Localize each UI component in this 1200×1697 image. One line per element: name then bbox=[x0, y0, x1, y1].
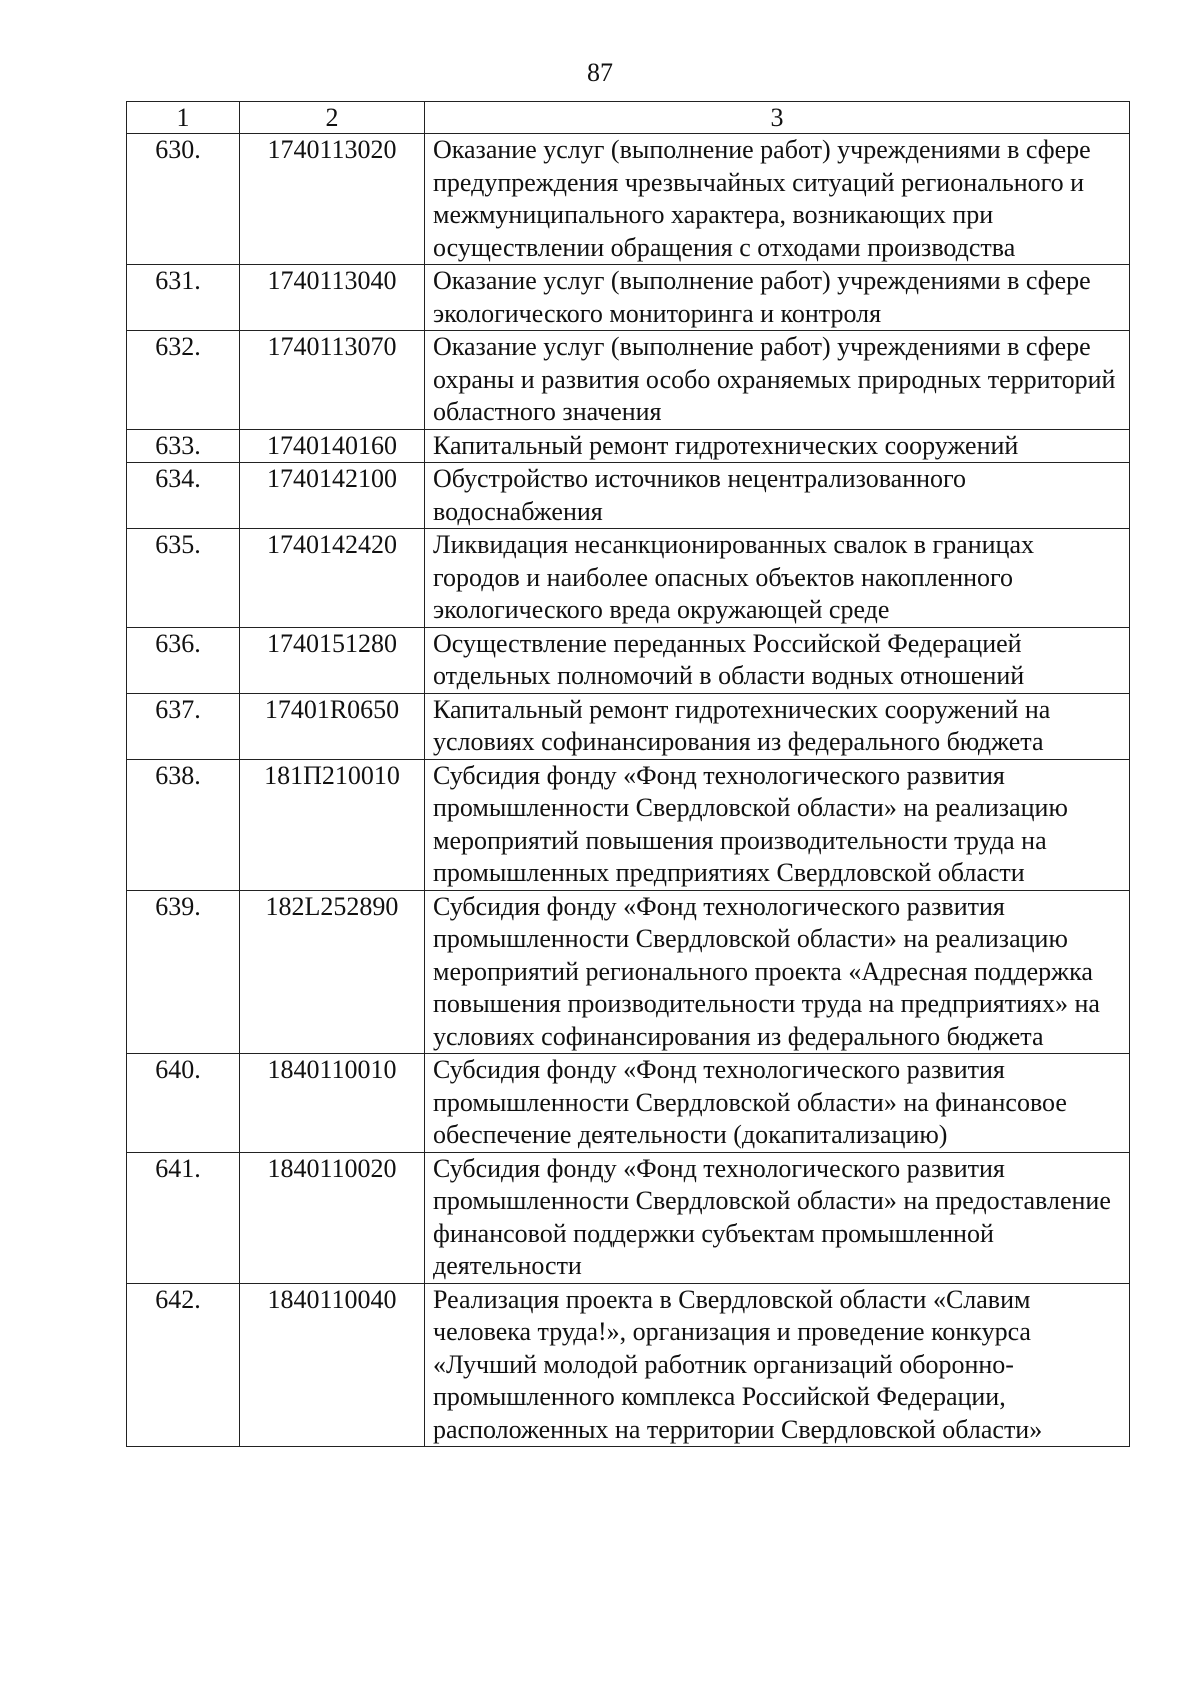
table-row bbox=[127, 1283, 1130, 1447]
row-code: 1740113020 bbox=[240, 134, 425, 265]
row-code: 1840110040 bbox=[240, 1283, 425, 1447]
row-number: 633. bbox=[127, 429, 240, 463]
table-row bbox=[127, 627, 1130, 693]
table-header-row bbox=[127, 102, 1130, 134]
row-description: Субсидия фонду «Фонд технологического развития промышленности Свердловской области» на реализацию мероприятий регионального проекта «Адресная поддержка повышения производительности труда на предприятиях» на условиях софинансирования из федерального бюджета bbox=[425, 890, 1130, 1054]
row-description: Оказание услуг (выполнение работ) учреждениями в сфере предупреждения чрезвычайных ситуаций регионального и межмуниципального характера, возникающих при осуществлении обращения с отходами производства bbox=[425, 134, 1130, 265]
row-code: 1740113070 bbox=[240, 331, 425, 430]
row-description: Капитальный ремонт гидротехнических сооружений bbox=[425, 429, 1130, 463]
row-code: 1740142420 bbox=[240, 529, 425, 628]
column-header-code: 2 bbox=[240, 102, 425, 134]
row-code: 1740140160 bbox=[240, 429, 425, 463]
column-header-number: 1 bbox=[127, 102, 240, 134]
table-row bbox=[127, 463, 1130, 529]
row-description: Субсидия фонду «Фонд технологического развития промышленности Свердловской области» на предоставление финансовой поддержки субъектам промышленной деятельности bbox=[425, 1152, 1130, 1283]
row-code: 1840110020 bbox=[240, 1152, 425, 1283]
table-row bbox=[127, 1054, 1130, 1153]
table-row bbox=[127, 759, 1130, 890]
row-number: 630. bbox=[127, 134, 240, 265]
row-description: Капитальный ремонт гидротехнических сооружений на условиях софинансирования из федерального бюджета bbox=[425, 693, 1130, 759]
table-row bbox=[127, 693, 1130, 759]
row-description: Субсидия фонду «Фонд технологического развития промышленности Свердловской области» на финансовое обеспечение деятельности (докапитализацию) bbox=[425, 1054, 1130, 1153]
row-number: 631. bbox=[127, 265, 240, 331]
row-code: 1740142100 bbox=[240, 463, 425, 529]
table-row bbox=[127, 265, 1130, 331]
row-code: 17401R0650 bbox=[240, 693, 425, 759]
row-number: 636. bbox=[127, 627, 240, 693]
table-row bbox=[127, 134, 1130, 265]
table-row bbox=[127, 529, 1130, 628]
row-number: 635. bbox=[127, 529, 240, 628]
row-number: 637. bbox=[127, 693, 240, 759]
table-row bbox=[127, 1152, 1130, 1283]
row-description: Субсидия фонду «Фонд технологического развития промышленности Свердловской области» на реализацию мероприятий повышения производительности труда на промышленных предприятиях Свердловской области bbox=[425, 759, 1130, 890]
row-number: 638. bbox=[127, 759, 240, 890]
row-number: 632. bbox=[127, 331, 240, 430]
row-number: 641. bbox=[127, 1152, 240, 1283]
row-number: 642. bbox=[127, 1283, 240, 1447]
page-number: 87 bbox=[587, 58, 613, 87]
table-row bbox=[127, 331, 1130, 430]
row-code: 1840110010 bbox=[240, 1054, 425, 1153]
table-row bbox=[127, 429, 1130, 463]
row-description: Реализация проекта в Свердловской области «Славим человека труда!», организация и проведение конкурса «Лучший молодой работник организаций оборонно-промышленного комплекса Российской Федерации, расположенных на территории Свердловской области» bbox=[425, 1283, 1130, 1447]
row-code: 1740151280 bbox=[240, 627, 425, 693]
row-code: 181П210010 bbox=[240, 759, 425, 890]
row-description: Ликвидация несанкционированных свалок в границах городов и наиболее опасных объектов накопленного экологического вреда окружающей среде bbox=[425, 529, 1130, 628]
row-code: 182L252890 bbox=[240, 890, 425, 1054]
table-row bbox=[127, 890, 1130, 1054]
row-description: Оказание услуг (выполнение работ) учреждениями в сфере экологического мониторинга и контроля bbox=[425, 265, 1130, 331]
row-number: 640. bbox=[127, 1054, 240, 1153]
row-code: 1740113040 bbox=[240, 265, 425, 331]
row-description: Осуществление переданных Российской Федерацией отдельных полномочий в области водных отношений bbox=[425, 627, 1130, 693]
row-number: 634. bbox=[127, 463, 240, 529]
row-description: Оказание услуг (выполнение работ) учреждениями в сфере охраны и развития особо охраняемых природных территорий областного значения bbox=[425, 331, 1130, 430]
registry-table bbox=[126, 101, 1130, 1447]
column-header-description: 3 bbox=[425, 102, 1130, 134]
row-description: Обустройство источников нецентрализованного водоснабжения bbox=[425, 463, 1130, 529]
row-number: 639. bbox=[127, 890, 240, 1054]
